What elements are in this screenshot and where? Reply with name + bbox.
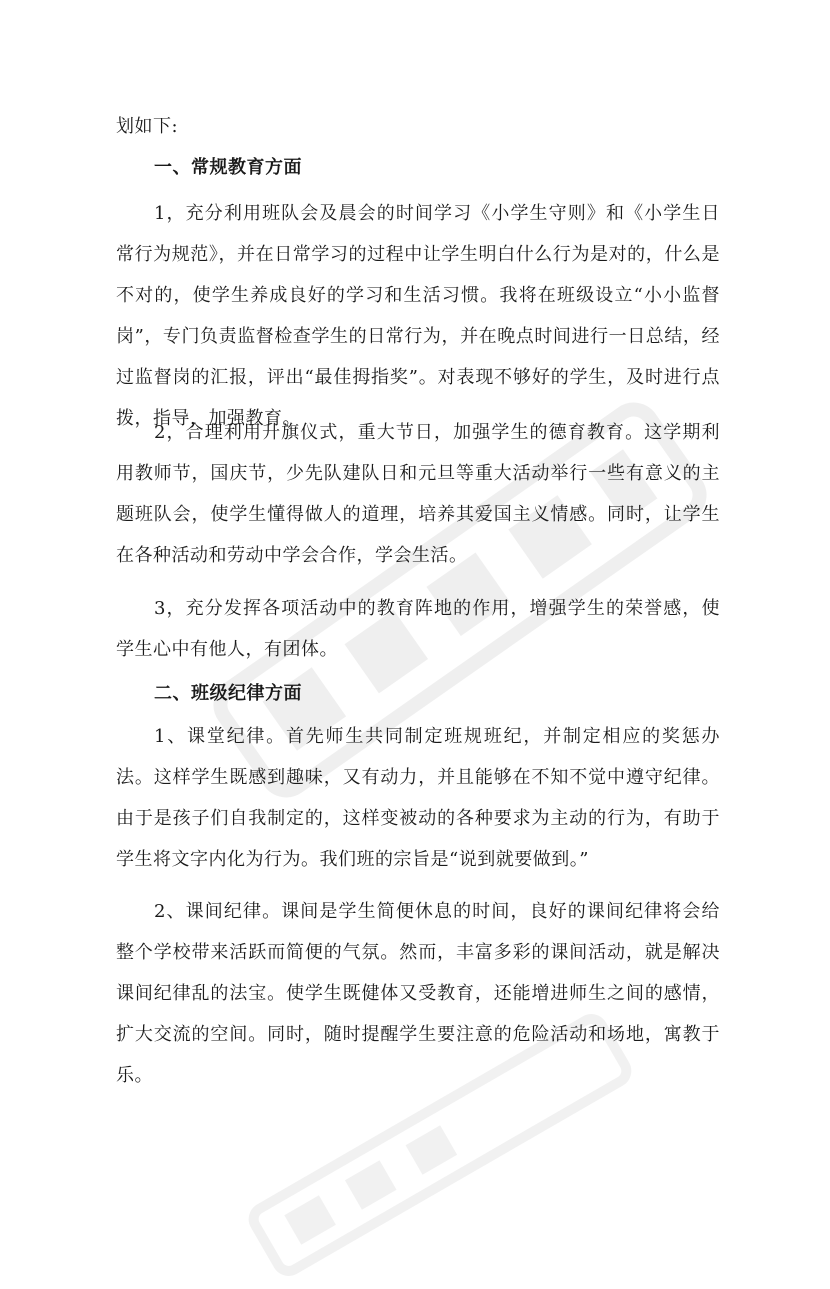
paragraph-routine-1: 1，充分利用班队会及晨会的时间学习《小学生守则》和《小学生日常行为规范》，并在日常学习的过程中让学生明白什么行为是对的，什么是不对的，使学生养成良好的学习和生活习惯。我将在班级设立“小小监督岗”，专门负责监督检查学生的日常行为，并在晚点时间进行一日总结，经过监督岗的汇报，评出“最佳拇指奖”。对表现不够好的学生，及时进行点拨，指导，加强教育。 bbox=[116, 203, 720, 429]
paragraph-routine-3: 3，充分发挥各项活动中的教育阵地的作用，增强学生的荣誉感，使学生心中有他人，有团体。 bbox=[116, 598, 720, 660]
section-heading-routine: 一、常规教育方面 bbox=[154, 157, 302, 178]
section-heading-discipline: 二、班级纪律方面 bbox=[154, 683, 302, 704]
intro-line: 划如下: bbox=[116, 116, 179, 137]
paragraph-routine-2: 2，合理利用升旗仪式，重大节日，加强学生的德育教育。这学期利用教师节，国庆节，少先队建队日和元旦等重大活动举行一些有意义的主题班队会，使学生懂得做人的道理，培养其爱国主义情感。同时，让学生在各种活动和劳动中学会合作，学会生活。 bbox=[116, 422, 720, 566]
paragraph-discipline-1: 1、课堂纪律。首先师生共同制定班规班纪，并制定相应的奖惩办法。这样学生既感到趣味，又有动力，并且能够在不知不觉中遵守纪律。由于是孩子们自我制定的，这样变被动的各种要求为主动的行为，有助于学生将文字内化为行为。我们班的宗旨是“说到就要做到。” bbox=[116, 726, 720, 870]
paragraph-discipline-2: 2、课间纪律。课间是学生简便休息的时间，良好的课间纪律将会给整个学校带来活跃而简便的气氛。然而，丰富多彩的课间活动，就是解决课间纪律乱的法宝。使学生既健体又受教育，还能增进师生之间的感情，扩大交流的空间。同时，随时提醒学生要注意的危险活动和场地，寓教于乐。 bbox=[116, 901, 720, 1086]
